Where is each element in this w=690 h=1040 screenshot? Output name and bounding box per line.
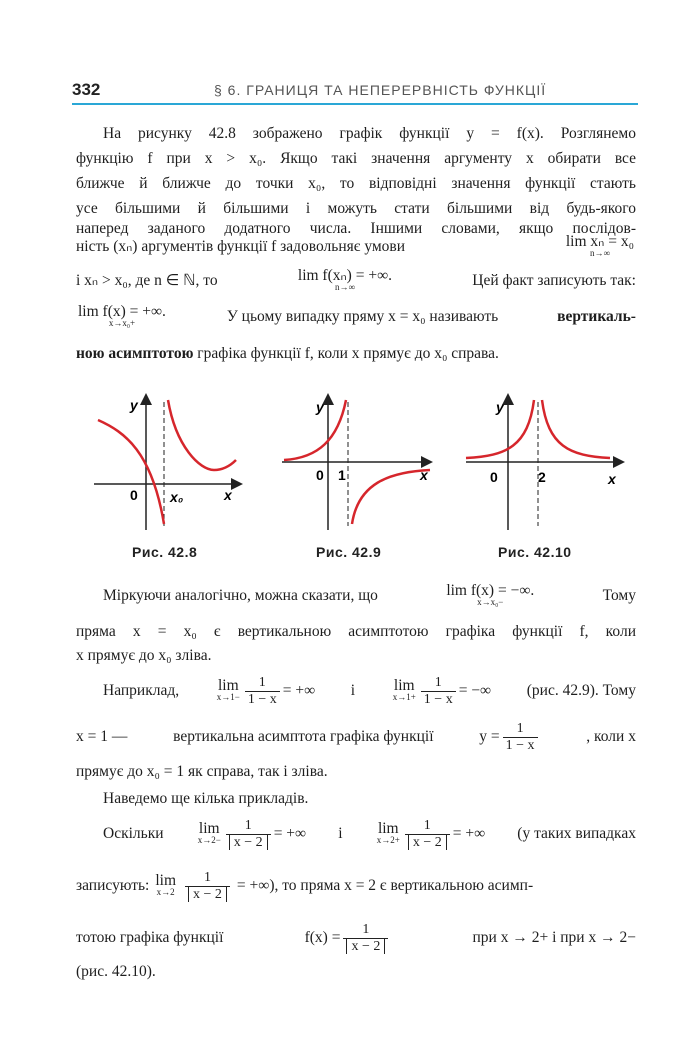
limit-expr: lim f(x) = −∞. <box>446 582 535 599</box>
p2-line-1-text: Міркуючи аналогічно, можна сказати, що <box>103 587 378 604</box>
p3-limit-2 <box>391 675 491 708</box>
p1-line-7 <box>76 267 636 292</box>
p1-line-9-term: ною асимптотою <box>76 345 194 362</box>
frac-num: 1 <box>434 674 442 690</box>
p1-line-6 <box>76 233 636 258</box>
frac-den: 1 − x <box>503 737 538 754</box>
figure-42-8 <box>90 392 250 532</box>
origin-label: 0 <box>130 487 138 503</box>
p1-line-5: наперед заданого додатного числа. Іншими словами, якщо послідов- <box>76 220 636 237</box>
func-lhs: f(x) = <box>304 929 341 946</box>
frac-num: 1 <box>423 817 431 833</box>
limit-block <box>197 820 221 845</box>
fraction <box>421 675 456 708</box>
fraction <box>343 922 388 955</box>
x-label: x <box>420 467 428 483</box>
p1-line-4: усе більшими й більшими і можуть стати більшими від будь-якого <box>76 200 636 217</box>
lim-word: lim <box>198 820 220 837</box>
y-label: y <box>496 399 504 415</box>
fraction <box>226 818 271 851</box>
limit-block <box>155 872 177 897</box>
lim-word: lim <box>155 872 177 889</box>
limit-expr: lim f(x) = +∞. <box>78 303 166 320</box>
abs-value: x − 2 <box>408 835 447 850</box>
p1-line-7-limit <box>297 267 393 292</box>
abs-value: x − 2 <box>188 887 227 902</box>
p1-line-7-tail: Цей факт записують так: <box>472 272 636 289</box>
curve-right <box>168 400 236 470</box>
fraction <box>245 675 280 708</box>
curve-right <box>352 470 430 524</box>
curve-left <box>284 400 346 460</box>
origin-label: 0 <box>316 467 324 483</box>
curve-left <box>98 420 164 524</box>
tick-label: 2 <box>538 469 546 485</box>
frac-den <box>185 886 230 903</box>
p1-line-8 <box>76 303 636 328</box>
header-rule <box>72 103 638 105</box>
caption-42-10: Рис. 42.10 <box>498 544 572 560</box>
limit-sub: x→x₀+ <box>108 318 136 328</box>
p5-tail: (у таких випадках <box>517 825 636 842</box>
limit-value: = −∞ <box>458 682 492 699</box>
p1-line-9-text: графіка функції f, коли x прямує до x₀ справа. <box>197 345 499 362</box>
p3-line-1 <box>103 674 636 708</box>
frac-num: 1 <box>244 817 252 833</box>
p2-line-2: пряма x = x₀ є вертикальною асимптотою графіка функції f, коли <box>76 623 636 640</box>
limit-block <box>376 820 400 845</box>
abs-value: x − 2 <box>346 939 385 954</box>
frac-num: 1 <box>362 921 370 937</box>
p1-line-6-text: ність (xₙ) аргументів функції f задовольняє умови <box>76 238 406 255</box>
curve-right <box>542 400 610 458</box>
caption-42-8: Рис. 42.8 <box>132 544 198 560</box>
caption-42-9: Рис. 42.9 <box>316 544 382 560</box>
func-lhs: y = <box>479 728 500 745</box>
frac-num: 1 <box>516 720 524 736</box>
p1-line-8-limit <box>78 303 166 328</box>
frac-num: 1 <box>203 869 211 885</box>
p2-line-3: x прямує до x₀ зліва. <box>76 647 212 664</box>
fraction <box>185 870 230 903</box>
limit-value: = +∞ <box>452 825 486 842</box>
p1-line-8-text: У цьому випадку пряму x = x₀ називають <box>226 308 499 325</box>
conj-and: і <box>338 825 343 842</box>
x-label: x <box>608 471 616 487</box>
limit-sub: x→2+ <box>376 835 400 845</box>
p5-limit-1 <box>196 818 306 851</box>
p4-line-1: Наведемо ще кілька прикладів. <box>103 790 309 807</box>
limit-sub: n→∞ <box>589 248 610 258</box>
fraction <box>405 818 450 851</box>
p1-line-8-term: вертикаль- <box>557 308 636 325</box>
p5-line-4: (рис. 42.10). <box>76 963 156 980</box>
p1-line-1: На рисунку 42.8 зображено графік функції y = f(x). Розглянемо <box>103 125 636 142</box>
p1-line-2: функцію f при x > x₀. Якщо такі значення аргументу x обирати все <box>76 150 636 167</box>
p3-tail: , коли x <box>586 728 636 745</box>
p2-line-1-tail: Тому <box>602 587 636 604</box>
p5-line-3 <box>76 920 636 956</box>
frac-num: 1 <box>258 674 266 690</box>
p5-asymptote-text: тотою графіка функції <box>76 929 224 946</box>
y-label: y <box>316 399 324 415</box>
p1-line-6-limit <box>565 233 634 258</box>
limit-block <box>392 677 416 702</box>
p2-line-1 <box>103 582 636 607</box>
limit-sub: x→2− <box>197 835 221 845</box>
p5-line-2 <box>76 868 636 904</box>
frac-den <box>343 938 388 955</box>
tick-label: 1 <box>338 467 346 483</box>
lim-word: lim <box>217 677 239 694</box>
p3-line-3: прямує до x₀ = 1 як справа, так і зліва. <box>76 763 328 780</box>
limit-sub: x→x₀− <box>477 597 504 607</box>
conj-and: і <box>350 682 356 699</box>
p5-line-2-tail: = +∞), то пряма x = 2 є вертикальною асимп- <box>236 877 534 894</box>
origin-label: 0 <box>490 469 498 485</box>
p3-asymptote-text: вертикальна асимптота графіка функції <box>173 728 434 745</box>
limit-block <box>216 677 240 702</box>
frac-den <box>405 834 450 851</box>
figure-42-10 <box>462 392 630 532</box>
p3-text-for-example: Наприклад, <box>103 682 180 699</box>
abs-value: x − 2 <box>229 835 268 850</box>
lim-word: lim <box>393 677 415 694</box>
figure-42-9 <box>278 392 438 532</box>
p5-write: записують: <box>76 877 150 894</box>
tick-label: x₀ <box>170 489 184 505</box>
p5-function <box>305 922 392 955</box>
limit-expr: lim f(xₙ) = +∞. <box>297 267 393 284</box>
p1-line-7-text: і xₙ > x₀, де n ∈ ℕ, то <box>76 272 218 289</box>
p3-line-2 <box>76 720 636 754</box>
p5-limit-2 <box>375 818 485 851</box>
p3-limit-1 <box>215 675 315 708</box>
lim-word: lim <box>377 820 399 837</box>
limit-expr: lim xₙ = x₀ <box>565 233 634 250</box>
limit-value: = +∞ <box>273 825 307 842</box>
y-label: y <box>130 397 138 413</box>
limit-sub: x→2 <box>156 887 175 897</box>
p3-text-ref: (рис. 42.9). Тому <box>526 682 636 699</box>
p5-line-1 <box>103 816 636 852</box>
p3-asymptote-eq: x = 1 — <box>76 728 128 745</box>
frac-den <box>226 834 271 851</box>
limit-sub: x→1+ <box>392 692 416 702</box>
p1-line-9 <box>76 344 636 364</box>
p5-conditions: при x → 2+ і при x → 2− <box>472 929 636 946</box>
page-number: 332 <box>72 80 101 99</box>
limit-sub: x→1− <box>216 692 240 702</box>
p2-line-1-limit <box>446 582 535 607</box>
p5-since: Оскільки <box>103 825 164 842</box>
x-label: x <box>224 487 232 503</box>
frac-den: 1 − x <box>421 691 456 708</box>
limit-sub: n→∞ <box>334 282 355 292</box>
limit-value: = +∞ <box>282 682 316 699</box>
section-title: § 6. ГРАНИЦЯ ТА НЕПЕРЕРВНІСТЬ ФУНКЦІЇ <box>214 82 547 98</box>
fraction <box>503 721 538 754</box>
p1-line-3: ближче й ближче до точки x₀, то відповідні значення функції стають <box>76 175 636 192</box>
frac-den: 1 − x <box>245 691 280 708</box>
p3-function <box>479 721 540 754</box>
